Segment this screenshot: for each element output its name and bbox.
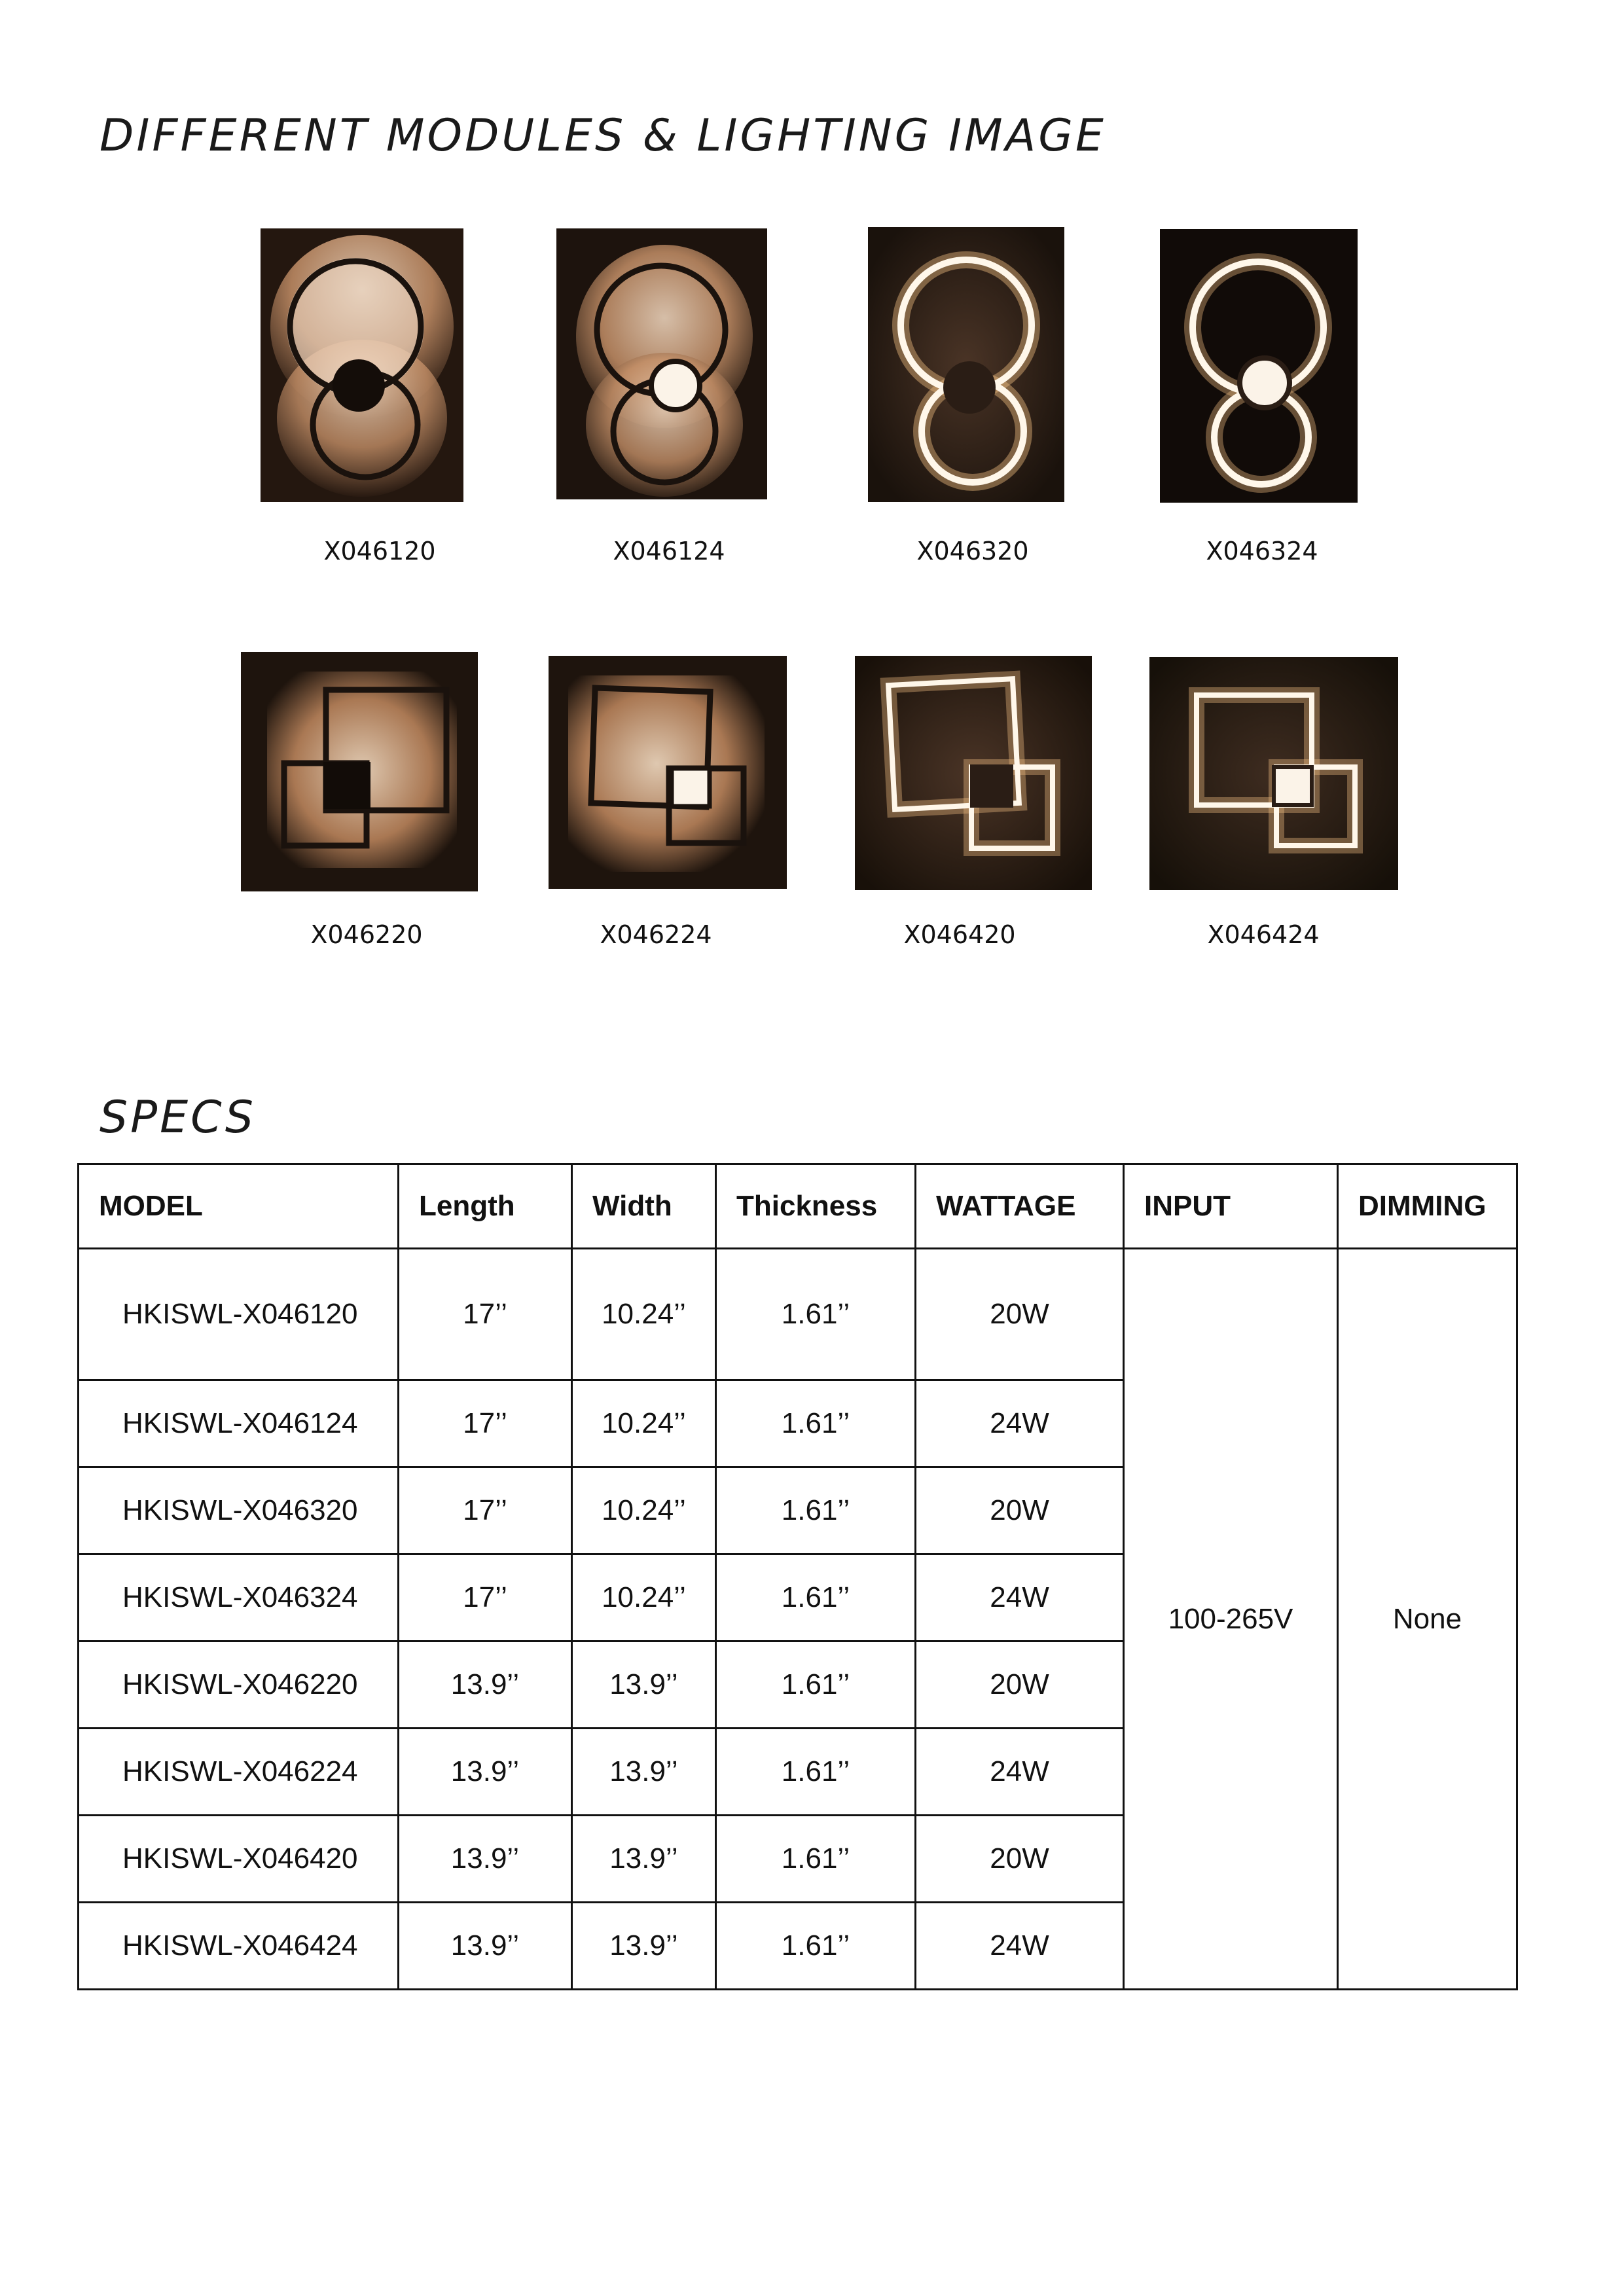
thickness-cell: 1.61’’ [716, 1816, 916, 1903]
width-cell: 13.9’’ [572, 1816, 716, 1903]
length-cell: 17’’ [399, 1554, 572, 1641]
header-model: MODEL [79, 1164, 399, 1249]
specs-table [77, 1163, 1518, 1990]
wattage-cell: 20W [916, 1249, 1124, 1380]
module-caption: X046224 [600, 920, 712, 949]
model-cell: HKISWL-X046220 [79, 1641, 399, 1729]
product-photo-x046420 [855, 656, 1092, 890]
model-cell: HKISWL-X046124 [79, 1380, 399, 1467]
width-cell: 13.9’’ [572, 1641, 716, 1729]
module-caption: X046424 [1207, 920, 1320, 949]
wattage-cell: 24W [916, 1729, 1124, 1816]
header-wattage: WATTAGE [916, 1164, 1124, 1249]
width-cell: 10.24’’ [572, 1467, 716, 1554]
length-cell: 13.9’’ [399, 1641, 572, 1729]
product-photo-x046220 [241, 652, 478, 891]
module-caption: X046320 [916, 537, 1029, 565]
dimming-cell: None [1338, 1249, 1517, 1990]
width-cell: 13.9’’ [572, 1903, 716, 1990]
header-input: INPUT [1124, 1164, 1338, 1249]
width-cell: 10.24’’ [572, 1380, 716, 1467]
product-photo-x046424 [1149, 657, 1398, 890]
module-caption: X046324 [1206, 537, 1318, 565]
thickness-cell: 1.61’’ [716, 1729, 916, 1816]
module-caption: X046124 [613, 537, 725, 565]
width-cell: 10.24’’ [572, 1554, 716, 1641]
thickness-cell: 1.61’’ [716, 1380, 916, 1467]
header-length: Length [399, 1164, 572, 1249]
model-cell: HKISWL-X046424 [79, 1903, 399, 1990]
wattage-cell: 24W [916, 1380, 1124, 1467]
header-thickness: Thickness [716, 1164, 916, 1249]
product-photo-x046120 [261, 228, 463, 502]
model-cell: HKISWL-X046420 [79, 1816, 399, 1903]
thickness-cell: 1.61’’ [716, 1641, 916, 1729]
model-cell: HKISWL-X046120 [79, 1249, 399, 1380]
length-cell: 13.9’’ [399, 1816, 572, 1903]
length-cell: 13.9’’ [399, 1903, 572, 1990]
wattage-cell: 20W [916, 1467, 1124, 1554]
modules-heading: DIFFERENT MODULES & LIGHTING IMAGE [99, 110, 1106, 162]
thickness-cell: 1.61’’ [716, 1554, 916, 1641]
model-cell: HKISWL-X046324 [79, 1554, 399, 1641]
width-cell: 10.24’’ [572, 1249, 716, 1380]
product-photo-x046320 [868, 227, 1064, 502]
length-cell: 17’’ [399, 1380, 572, 1467]
specs-heading: SPECS [99, 1092, 257, 1143]
table-header-row [79, 1164, 1517, 1249]
wattage-cell: 24W [916, 1903, 1124, 1990]
thickness-cell: 1.61’’ [716, 1249, 916, 1380]
thickness-cell: 1.61’’ [716, 1467, 916, 1554]
thickness-cell: 1.61’’ [716, 1903, 916, 1990]
wattage-cell: 24W [916, 1554, 1124, 1641]
wattage-cell: 20W [916, 1641, 1124, 1729]
header-dimming: DIMMING [1338, 1164, 1517, 1249]
width-cell: 13.9’’ [572, 1729, 716, 1816]
product-photo-x046324 [1160, 229, 1358, 503]
header-width: Width [572, 1164, 716, 1249]
product-photo-x046124 [556, 228, 767, 499]
model-cell: HKISWL-X046224 [79, 1729, 399, 1816]
table-row [79, 1249, 1517, 1380]
product-photo-x046224 [549, 656, 787, 889]
length-cell: 17’’ [399, 1467, 572, 1554]
input-cell: 100-265V [1124, 1249, 1338, 1990]
wattage-cell: 20W [916, 1816, 1124, 1903]
length-cell: 13.9’’ [399, 1729, 572, 1816]
model-cell: HKISWL-X046320 [79, 1467, 399, 1554]
length-cell: 17’’ [399, 1249, 572, 1380]
module-caption: X046120 [323, 537, 436, 565]
module-caption: X046220 [310, 920, 423, 949]
module-caption: X046420 [903, 920, 1016, 949]
